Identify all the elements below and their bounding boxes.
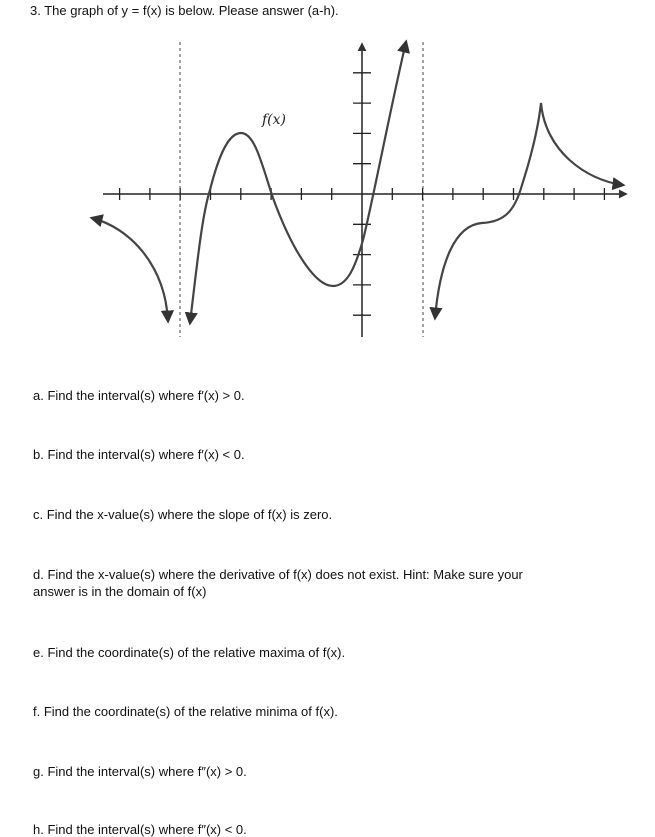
question-e: e. Find the coordinate(s) of the relative maxima of f(x). <box>33 645 346 660</box>
question-b: b. Find the interval(s) where f′(x) < 0. <box>33 447 245 462</box>
curve-right-branch <box>435 103 623 318</box>
axes <box>103 44 626 337</box>
curve-middle-branch <box>190 42 406 323</box>
question-d-continued: answer is in the domain of f(x) <box>33 584 207 599</box>
question-c: c. Find the x-value(s) where the slope of f(x) is zero. <box>33 507 333 522</box>
question-a: a. Find the interval(s) where f′(x) > 0. <box>33 388 245 403</box>
function-graph <box>0 0 655 345</box>
question-g: g. Find the interval(s) where f″(x) > 0. <box>33 764 247 779</box>
question-f: f. Find the coordinate(s) of the relative minima of f(x). <box>33 704 338 719</box>
question-h: h. Find the interval(s) where f″(x) < 0. <box>33 822 247 837</box>
question-d: d. Find the x-value(s) where the derivative of f(x) does not exist. Hint: Make sure your <box>33 567 523 582</box>
problem-title: 3. The graph of y = f(x) is below. Please answer (a-h). <box>30 3 339 18</box>
graph-label: f(x) <box>262 112 287 128</box>
curve-left-branch <box>92 218 168 321</box>
curves <box>92 42 623 323</box>
